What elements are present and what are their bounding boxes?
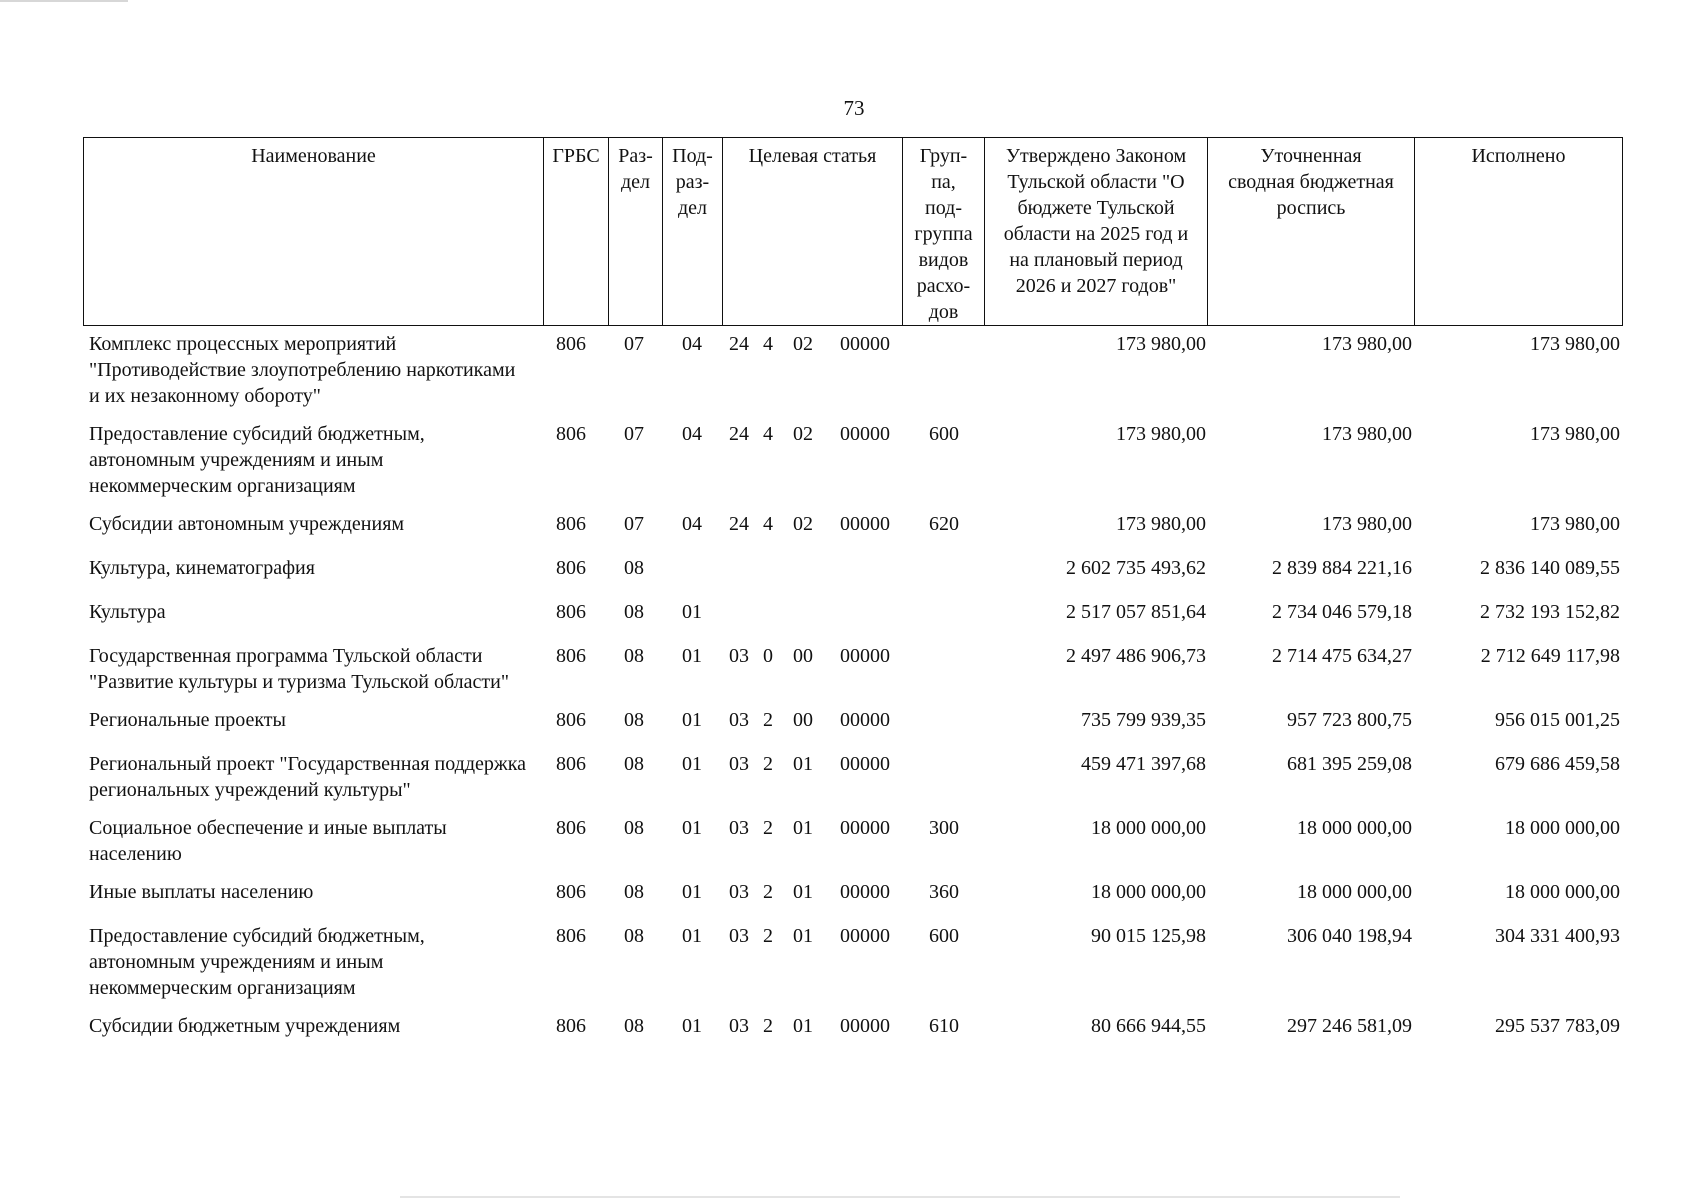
- row-refined: 297 246 581,09: [1287, 1015, 1412, 1037]
- row-refined: 173 980,00: [1322, 423, 1412, 445]
- row-target-event: 02: [793, 333, 813, 355]
- row-executed: 173 980,00: [1530, 513, 1620, 535]
- row-razdel: 08: [624, 645, 644, 667]
- row-podrazdel: 01: [682, 753, 702, 775]
- row-podrazdel: 04: [682, 513, 702, 535]
- row-name: Социальное обеспечение и иные выплаты населению: [89, 817, 447, 865]
- row-podrazdel: 01: [682, 817, 702, 839]
- row-executed: 956 015 001,25: [1495, 709, 1620, 731]
- row-executed: 173 980,00: [1530, 423, 1620, 445]
- table-row: [0, 643, 1708, 695]
- row-grbs: 806: [556, 709, 586, 731]
- row-grbs: 806: [556, 817, 586, 839]
- table-row: [0, 421, 1708, 499]
- row-refined: 173 980,00: [1322, 513, 1412, 535]
- row-group: 300: [929, 817, 959, 839]
- row-refined: 173 980,00: [1322, 333, 1412, 355]
- row-group: 600: [929, 925, 959, 947]
- row-executed: 2 712 649 117,98: [1480, 645, 1620, 667]
- row-target-event: 01: [793, 1015, 813, 1037]
- row-target-program: 24: [729, 513, 749, 535]
- row-razdel: 08: [624, 753, 644, 775]
- header-executed: Исполнено: [1471, 145, 1566, 167]
- scan-edge-top: [0, 0, 128, 2]
- row-refined: 2 714 475 634,27: [1272, 645, 1412, 667]
- row-target-subprogram: 0: [763, 645, 773, 667]
- row-name: Региональный проект "Государственная поддержка региональных учреждений культуры": [89, 753, 527, 801]
- row-razdel: 08: [624, 817, 644, 839]
- row-approved: 735 799 939,35: [1081, 709, 1206, 731]
- row-target-subprogram: 2: [763, 1015, 773, 1037]
- row-refined: 957 723 800,75: [1287, 709, 1412, 731]
- row-approved: 2 517 057 851,64: [1066, 601, 1206, 623]
- row-approved: 18 000 000,00: [1091, 881, 1206, 903]
- row-approved: 2 497 486 906,73: [1066, 645, 1206, 667]
- row-approved: 173 980,00: [1116, 513, 1206, 535]
- row-grbs: 806: [556, 333, 586, 355]
- row-target-program: 03: [729, 753, 749, 775]
- header-group: Груп- па, под- группа видов расхо- дов: [914, 145, 973, 323]
- row-target-direction: 00000: [840, 881, 890, 903]
- row-executed: 18 000 000,00: [1505, 881, 1620, 903]
- row-podrazdel: 04: [682, 333, 702, 355]
- row-executed: 295 537 783,09: [1495, 1015, 1620, 1037]
- row-podrazdel: 01: [682, 601, 702, 623]
- row-target-subprogram: 4: [763, 423, 773, 445]
- row-refined: 18 000 000,00: [1297, 817, 1412, 839]
- table-body: [0, 331, 1708, 1039]
- row-approved: 80 666 944,55: [1091, 1015, 1206, 1037]
- row-grbs: 806: [556, 513, 586, 535]
- row-podrazdel: 04: [682, 423, 702, 445]
- header-approved: Утверждено Законом Тульской области "О бюджете Тульской области на 2025 год и на плановый период 2026 и 2027 годов": [1003, 145, 1189, 297]
- row-grbs: 806: [556, 925, 586, 947]
- row-grbs: 806: [556, 1015, 586, 1037]
- row-target-program: 03: [729, 1015, 749, 1037]
- row-target-event: 00: [793, 645, 813, 667]
- row-name: Иные выплаты населению: [89, 881, 314, 903]
- row-executed: 304 331 400,93: [1495, 925, 1620, 947]
- header-refined: Уточненная сводная бюджетная роспись: [1228, 145, 1394, 219]
- row-target-event: 01: [793, 753, 813, 775]
- row-executed: 18 000 000,00: [1505, 817, 1620, 839]
- row-grbs: 806: [556, 601, 586, 623]
- row-approved: 18 000 000,00: [1091, 817, 1206, 839]
- row-group: 600: [929, 423, 959, 445]
- row-approved: 459 471 397,68: [1081, 753, 1206, 775]
- row-target-direction: 00000: [840, 1015, 890, 1037]
- row-target-event: 02: [793, 423, 813, 445]
- row-executed: 2 836 140 089,55: [1480, 557, 1620, 579]
- table-row: [0, 511, 1708, 537]
- row-target-direction: 00000: [840, 753, 890, 775]
- table-row: [0, 599, 1708, 625]
- row-target-direction: 00000: [840, 513, 890, 535]
- row-refined: 681 395 259,08: [1287, 753, 1412, 775]
- header-target-article: Целевая статья: [748, 145, 877, 167]
- row-podrazdel: 01: [682, 709, 702, 731]
- row-target-direction: 00000: [840, 645, 890, 667]
- row-target-event: 01: [793, 925, 813, 947]
- table-row: [0, 1013, 1708, 1039]
- row-target-program: 03: [729, 645, 749, 667]
- row-target-event: 01: [793, 881, 813, 903]
- row-target-direction: 00000: [840, 709, 890, 731]
- row-name: Государственная программа Тульской области "Развитие культуры и туризма Тульской области": [89, 645, 509, 693]
- row-refined: 18 000 000,00: [1297, 881, 1412, 903]
- row-executed: 2 732 193 152,82: [1480, 601, 1620, 623]
- row-executed: 679 686 459,58: [1495, 753, 1620, 775]
- row-razdel: 07: [624, 333, 644, 355]
- row-approved: 173 980,00: [1116, 333, 1206, 355]
- table-row: [0, 331, 1708, 409]
- row-grbs: 806: [556, 881, 586, 903]
- row-target-subprogram: 4: [763, 333, 773, 355]
- row-refined: 2 734 046 579,18: [1272, 601, 1412, 623]
- row-target-direction: 00000: [840, 333, 890, 355]
- scan-edge-bottom: [400, 1196, 1400, 1198]
- header-razdel: Раз- дел: [618, 145, 653, 193]
- row-name: Субсидии автономным учреждениям: [89, 513, 405, 535]
- row-grbs: 806: [556, 423, 586, 445]
- table-row: [0, 555, 1708, 581]
- page-number: 73: [843, 96, 865, 120]
- row-name: Комплекс процессных мероприятий "Противодействие злоупотреблению наркотиками и их незаконному обороту": [89, 333, 516, 407]
- row-razdel: 08: [624, 709, 644, 731]
- header-podrazdel: Под- раз- дел: [672, 145, 713, 219]
- row-approved: 90 015 125,98: [1091, 925, 1206, 947]
- row-target-subprogram: 2: [763, 753, 773, 775]
- row-group: 620: [929, 513, 959, 535]
- row-approved: 2 602 735 493,62: [1066, 557, 1206, 579]
- row-name: Субсидии бюджетным учреждениям: [89, 1015, 401, 1037]
- row-executed: 173 980,00: [1530, 333, 1620, 355]
- table-row: [0, 815, 1708, 867]
- row-name: Культура, кинематография: [89, 557, 315, 579]
- row-name: Предоставление субсидий бюджетным, автономным учреждениям и иным некоммерческим организациям: [89, 423, 425, 497]
- row-razdel: 07: [624, 513, 644, 535]
- row-target-subprogram: 2: [763, 925, 773, 947]
- row-target-event: 01: [793, 817, 813, 839]
- row-razdel: 08: [624, 1015, 644, 1037]
- row-target-subprogram: 2: [763, 709, 773, 731]
- header-grbs: ГРБС: [552, 145, 600, 167]
- row-refined: 306 040 198,94: [1287, 925, 1412, 947]
- table-row: [0, 751, 1708, 803]
- row-target-direction: 00000: [840, 423, 890, 445]
- row-grbs: 806: [556, 557, 586, 579]
- row-podrazdel: 01: [682, 881, 702, 903]
- table-row: [0, 707, 1708, 733]
- table-row: [0, 879, 1708, 905]
- row-podrazdel: 01: [682, 1015, 702, 1037]
- row-target-program: 03: [729, 817, 749, 839]
- row-name: Культура: [89, 601, 166, 623]
- row-grbs: 806: [556, 645, 586, 667]
- row-target-event: 00: [793, 709, 813, 731]
- header-name: Наименование: [251, 145, 376, 167]
- row-approved: 173 980,00: [1116, 423, 1206, 445]
- row-target-direction: 00000: [840, 925, 890, 947]
- row-target-subprogram: 2: [763, 817, 773, 839]
- row-target-program: 03: [729, 925, 749, 947]
- row-group: 360: [929, 881, 959, 903]
- row-razdel: 08: [624, 601, 644, 623]
- row-target-program: 24: [729, 333, 749, 355]
- row-razdel: 08: [624, 925, 644, 947]
- row-target-program: 03: [729, 709, 749, 731]
- table-row: [0, 923, 1708, 1001]
- row-target-subprogram: 4: [763, 513, 773, 535]
- row-razdel: 08: [624, 881, 644, 903]
- row-podrazdel: 01: [682, 645, 702, 667]
- row-target-program: 03: [729, 881, 749, 903]
- row-razdel: 08: [624, 557, 644, 579]
- row-refined: 2 839 884 221,16: [1272, 557, 1412, 579]
- row-target-event: 02: [793, 513, 813, 535]
- row-podrazdel: 01: [682, 925, 702, 947]
- row-target-subprogram: 2: [763, 881, 773, 903]
- row-grbs: 806: [556, 753, 586, 775]
- row-group: 610: [929, 1015, 959, 1037]
- row-name: Региональные проекты: [89, 709, 286, 731]
- row-name: Предоставление субсидий бюджетным, автономным учреждениям и иным некоммерческим организациям: [89, 925, 425, 999]
- row-target-direction: 00000: [840, 817, 890, 839]
- row-target-program: 24: [729, 423, 749, 445]
- row-razdel: 07: [624, 423, 644, 445]
